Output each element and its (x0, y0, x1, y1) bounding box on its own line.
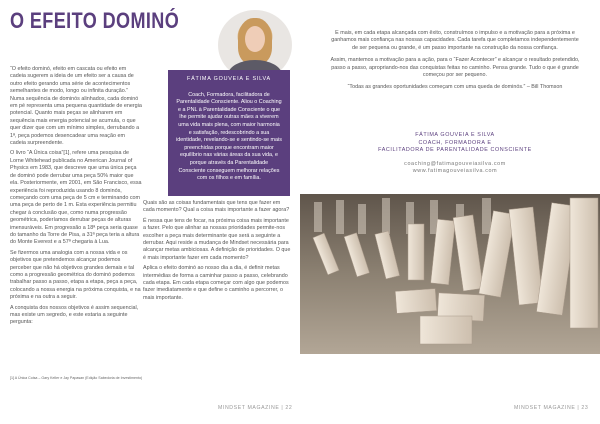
footnote: [1] A Única Coisa – Gary Keller e Jay Papasan (Edição Sabedoria de Investimento) (10, 376, 143, 380)
paragraph: E mais, em cada etapa alcançada com êxito, construímos o impulso e a motivação para a próxima e ganhamos mais confiança nas nossas capacidades. Cada tarefa que completamos independentemente de ser pequena ou grande, é um passo importante na construção da nossa confiança. (331, 30, 579, 51)
author-name: FÁTIMA GOUVEIA E SILVA (187, 76, 271, 82)
paragraph: “O efeito dominó, efeito em cascata ou efeito em cadeia sugerem a ideia de um efeito ser a causa de outro efeito gerando uma série de acontecimentos semelhantes de modo, longo ou infinita duração.” Numa sequência de dominós alinhados, cada dominó em pé representa uma pequena quantidade de energia potencial. Quanto mais peças se alinharem em sequência mais energia potencial se acumula, o que quer dizer que com um mínimo simples, derrubando a 1ª, peça podemos desencadear uma reação em cadeia surpreendente. (10, 66, 142, 147)
article-column-2 (143, 200, 291, 305)
paragraph: A conquista dos nossos objetivos é assim sequencial, mas existe um segredo, e este estaria a seguinte pergunta: (10, 304, 139, 326)
author-bio: Coach, Formadora, facilitadora de Parentalidade Consciente. Aliou o Coaching e a PNL à Parentalidade Consciente o que lhe permite ajudar outras mães a viverem uma vida mais plena, com maior harmonia e satisfação, redescobrindo a sua identidade, revelando-se e sentindo-se mais preenchidas porque encontram maior equilíbrio nas várias áreas da sua vida, e porque através da Parentalidade Consciente conseguem melhorar relações com os filhos e em família. (176, 91, 282, 182)
signature-contact (330, 161, 580, 175)
paragraph: O livro “A Única coisa”[1], refere uma pesquisa de Lorne Whitehead publicada no American Journal of Physics em 1983, que descreve que uma única peça de dominó pode derrubar uma peça 50% maior que ela. Posteriormente, em 2001, em São Francisco, essa experiência foi reproduzida usando 8 dominós, começando com uma peça de 5 cm e terminando com uma peça de perto de 1 m. Esta experiência permitiu chegar à conclusão que, como numa progressão geométrica, poderíamos derrubar peças de alturas imensuráveis. Em progressão a 18ª peça seria quase do tamanho da Torre de Pisa, a 31ª peça teria a altura do Monte Everest e a 57ª chegaria à Lua. (10, 150, 142, 246)
right-page (300, 0, 600, 424)
paragraph: Aplica o efeito dominó ao nosso dia a dia, é definir metas intermédias de forma a caminhar passo a passo, celebrando cada etapa. Em cada etapa começar com algo que podemos fazer imediatamente e que define o caminho a percorrer, o mais importante. (143, 265, 289, 301)
author-box (168, 70, 290, 196)
signature-role-2: FACILITADORA DE PARENTALIDADE CONSCIENTE (378, 147, 532, 154)
article-title: O EFEITO DOMINÓ (10, 8, 180, 33)
portrait-face (245, 26, 265, 52)
quote: “Todas as grandes oportunidades começam com uma queda de dominós.” – Bill Thomson (347, 84, 563, 91)
paragraph: Quais são as coisas fundamentais que tens que fazer em cada momento? Qual a coisa mais importante a fazer agora? (143, 200, 290, 214)
signature-block (330, 132, 580, 175)
signature-website: www.fatimagouveiasilva.com (412, 167, 498, 174)
paragraph: Se fizermos uma analogia com a nossa vida e os objetivos que pretendemos alcançar podemos perceber que não há objetivos grandes demais e tal como a progressão geométrica do dominó podemos trabalhar passo a passo, etapa a etapa, peça a peça, colocando a nossa energia na próxima conquista, e na próxima e na outra a seguir. (10, 249, 141, 301)
page-footer-right: MINDSET MAGAZINE | 23 (514, 405, 589, 411)
right-text (330, 30, 580, 97)
page-footer-left: MINDSET MAGAZINE | 22 (218, 405, 293, 411)
domino-illustration (300, 194, 600, 354)
signature-role-1: COACH, FORMADORA E (418, 139, 492, 146)
article-column-1 (10, 66, 142, 330)
signature-name: FÁTIMA GOUVEIA E SILVA (415, 132, 495, 138)
paragraph: Assim, mantemos a motivação para a ação, para o “Fazer Acontecer” e alcançar o resultado pretendido, passo a passo, apropriando-nos das conquistas feitas no caminho. Pensa grande. Tudo o que é grande começou por ser pequeno. (330, 57, 580, 79)
domino-photo (300, 194, 600, 354)
signature-email: coaching@fatimagouveiasilva.com (404, 160, 506, 167)
paragraph: É nessa que tens de focar, na próxima coisa mais importante a fazer. Pelo que alinhar as nossas prioridades permite-nos escolher a peça mais determinante que será a seguinte a derrubar. Aqui reside a mudança de Mindset necessária para alcançar metas ambiciosas. A definição de prioridades. O que é mais importante fazer em cada momento? (143, 217, 291, 261)
